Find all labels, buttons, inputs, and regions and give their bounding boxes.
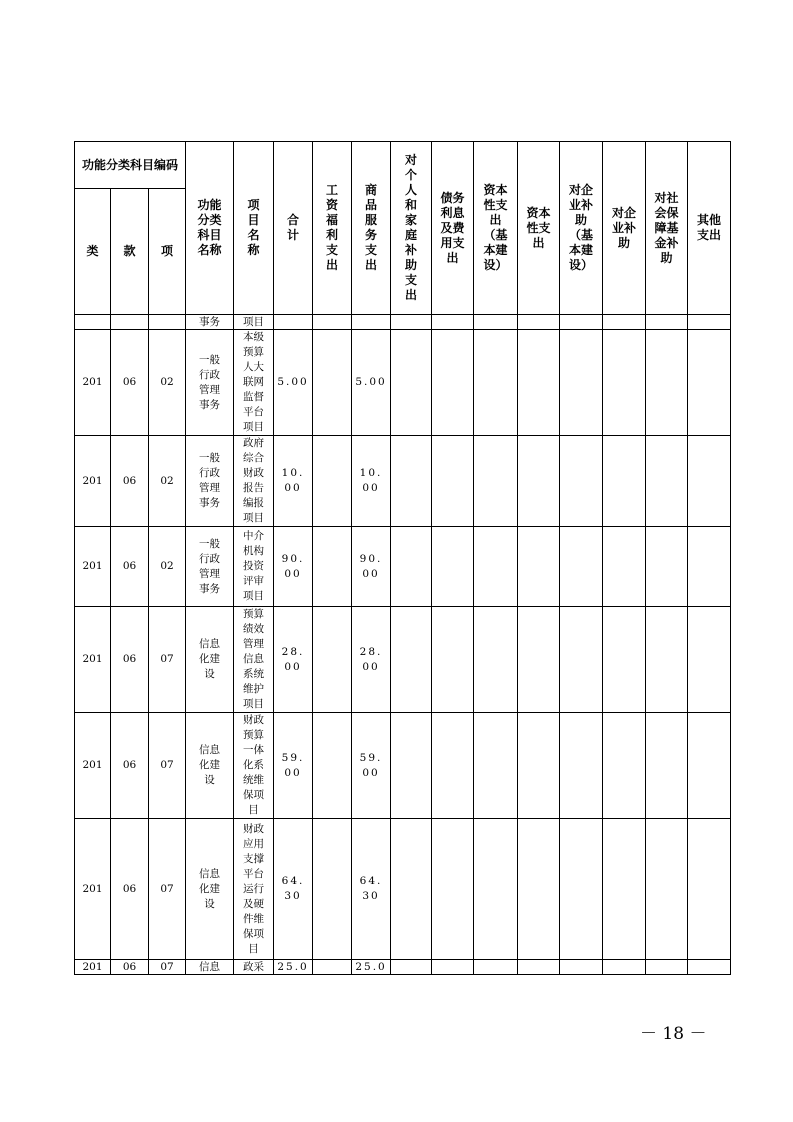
kuan-cell: 06 <box>111 527 149 607</box>
project-name-cell: 财政预算一体化系统维保项目 <box>234 713 274 819</box>
header-kuan: 款 <box>111 189 149 315</box>
xiang-cell: 02 <box>149 436 186 527</box>
goods-cell: 59.00 <box>352 713 391 819</box>
func-name-cell: 信息化建设 <box>186 607 234 713</box>
total-cell: 64.30 <box>274 819 313 960</box>
table-row <box>75 527 731 607</box>
project-name-cell: 中介机构投资评审项目 <box>234 527 274 607</box>
header-capital-construction: 资本性支出（基本建设） <box>474 142 518 315</box>
func-name-cell: 一般行政管理事务 <box>186 527 234 607</box>
header-lei: 类 <box>75 189 111 315</box>
wage-cell <box>313 330 352 436</box>
kuan-cell: 06 <box>111 330 149 436</box>
kuan-cell: 06 <box>111 819 149 960</box>
table-row-partial <box>75 960 731 975</box>
header-project-name: 项目名称 <box>234 142 274 315</box>
continuation-row <box>75 315 731 330</box>
table-row <box>75 607 731 713</box>
lei-cell: 201 <box>75 713 111 819</box>
xiang-cell: 07 <box>149 960 186 975</box>
goods-cell: 5.00 <box>352 330 391 436</box>
project-name-cell: 政采 <box>234 960 274 975</box>
lei-cell: 201 <box>75 436 111 527</box>
header-goods: 商品服务支出 <box>352 142 391 315</box>
goods-cell: 64.30 <box>352 819 391 960</box>
wage-cell <box>313 819 352 960</box>
xiang-cell: 02 <box>149 330 186 436</box>
header-personal: 对个人和家庭补助支出 <box>391 142 432 315</box>
xiang-cell: 02 <box>149 527 186 607</box>
total-cell: 5.00 <box>274 330 313 436</box>
kuan-cell: 06 <box>111 713 149 819</box>
total-cell: 25.0 <box>274 960 313 975</box>
lei-cell: 201 <box>75 527 111 607</box>
wage-cell <box>313 607 352 713</box>
kuan-cell: 06 <box>111 436 149 527</box>
header-enterprise-construction: 对企业补助（基本建设） <box>560 142 603 315</box>
lei-cell: 201 <box>75 819 111 960</box>
kuan-cell: 06 <box>111 607 149 713</box>
header-debt: 债务利息及费用支出 <box>432 142 474 315</box>
lei-cell: 201 <box>75 607 111 713</box>
header-wage: 工资福利支出 <box>313 142 352 315</box>
budget-table <box>74 141 731 975</box>
project-name-cell: 政府综合财政报告编报项目 <box>234 436 274 527</box>
total-cell: 10.00 <box>274 436 313 527</box>
xiang-cell: 07 <box>149 819 186 960</box>
func-name-cell: 一般行政管理事务 <box>186 436 234 527</box>
total-cell: 59.00 <box>274 713 313 819</box>
project-name-cell: 本级预算人大联网监督平台项目 <box>234 330 274 436</box>
lei-cell: 201 <box>75 960 111 975</box>
header-capital: 资本性支出 <box>518 142 560 315</box>
header-total: 合计 <box>274 142 313 315</box>
table-row <box>75 436 731 527</box>
header-other: 其他支出 <box>688 142 731 315</box>
page-number: － 18 － <box>640 1024 707 1044</box>
func-name-cell: 信息化建设 <box>186 713 234 819</box>
wage-cell <box>313 960 352 975</box>
func-name-cell: 事务 <box>186 315 234 330</box>
goods-cell: 28.00 <box>352 607 391 713</box>
header-code-group: 功能分类科目编码 <box>75 142 186 189</box>
goods-cell: 90.00 <box>352 527 391 607</box>
total-cell: 90.00 <box>274 527 313 607</box>
project-name-cell: 项目 <box>234 315 274 330</box>
table-row <box>75 819 731 960</box>
total-cell: 28.00 <box>274 607 313 713</box>
wage-cell <box>313 527 352 607</box>
wage-cell <box>313 436 352 527</box>
header-enterprise: 对企业补助 <box>603 142 646 315</box>
wage-cell <box>313 713 352 819</box>
header-social-security: 对社会保障基金补助 <box>646 142 688 315</box>
func-name-cell: 信息化建设 <box>186 819 234 960</box>
header-func-name: 功能分类科目名称 <box>186 142 234 315</box>
goods-cell: 10.00 <box>352 436 391 527</box>
table-row <box>75 330 731 436</box>
func-name-cell: 一般行政管理事务 <box>186 330 234 436</box>
lei-cell: 201 <box>75 330 111 436</box>
xiang-cell: 07 <box>149 607 186 713</box>
func-name-cell: 信息 <box>186 960 234 975</box>
table-row <box>75 713 731 819</box>
kuan-cell: 06 <box>111 960 149 975</box>
project-name-cell: 财政应用支撑平台运行及硬件维保项目 <box>234 819 274 960</box>
goods-cell: 25.0 <box>352 960 391 975</box>
header-xiang: 项 <box>149 189 186 315</box>
xiang-cell: 07 <box>149 713 186 819</box>
project-name-cell: 预算绩效管理信息系统维护项目 <box>234 607 274 713</box>
